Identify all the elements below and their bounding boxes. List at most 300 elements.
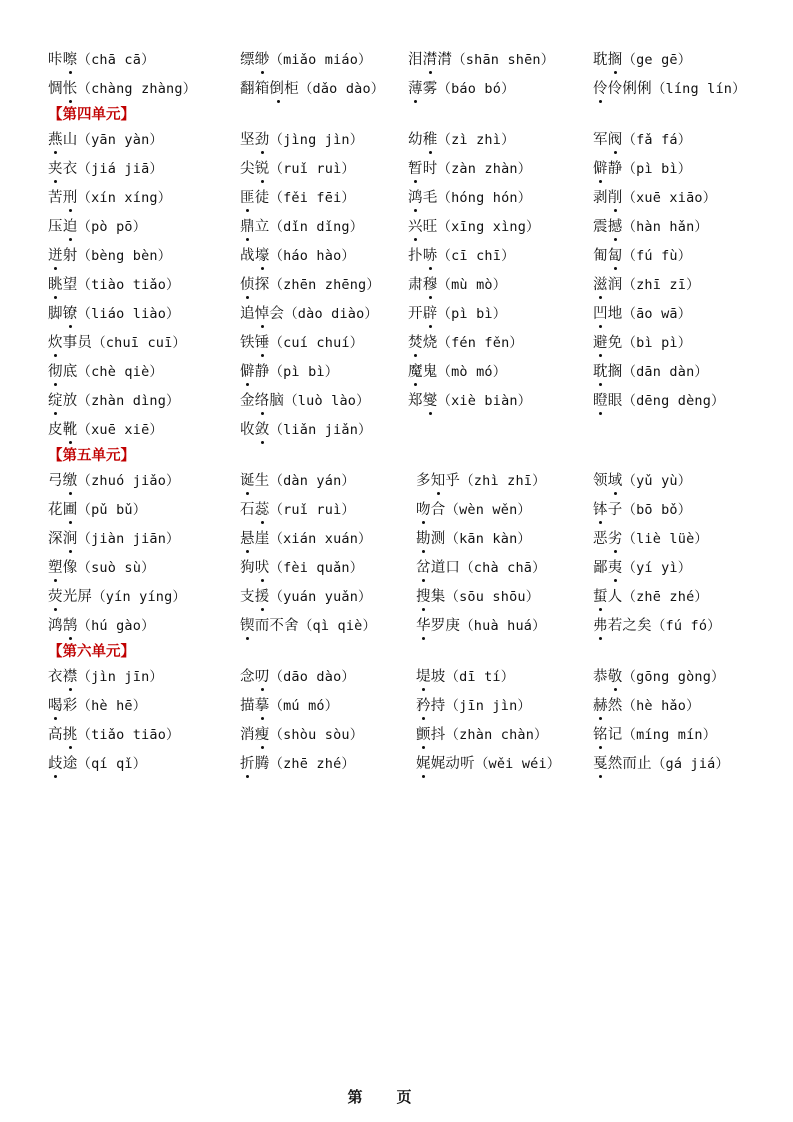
emphasis-dot-mark: [599, 412, 602, 415]
vocab-entry: [48, 387, 180, 416]
vocab-entry: [593, 721, 716, 750]
vocab-word: 耽搁: [593, 52, 623, 68]
emphasis-dot-mark: [69, 441, 72, 444]
vocab-entry: [240, 663, 355, 692]
vocab-word: 僻静: [240, 364, 270, 380]
vocab-word: 金络脑: [240, 393, 285, 409]
vocab-entry: [408, 126, 515, 155]
vocab-entry: [48, 416, 163, 445]
vocab-entry: [240, 300, 378, 329]
vocab-pinyin: （chà chā）: [460, 560, 546, 576]
vocab-entry: [416, 692, 531, 721]
vocab-word: 念叨: [240, 669, 270, 685]
vocab-row: [0, 583, 793, 612]
vocab-word: 泪潸潸: [408, 52, 453, 68]
vocab-word: 追悼会: [240, 306, 285, 322]
vocab-entry: [48, 692, 146, 721]
vocab-word: 绽放: [48, 393, 78, 409]
emphasis-dot-mark: [422, 775, 425, 778]
emphasis-dot-mark: [599, 325, 602, 328]
vocab-pinyin: （tiào tiǎo）: [77, 277, 180, 293]
vocab-word: 滋润: [593, 277, 623, 293]
vocab-pinyin: （dān dàn）: [622, 364, 709, 380]
vocab-pinyin: （bèng bèn）: [77, 248, 172, 264]
vocab-pinyin: （fén fěn）: [437, 335, 524, 351]
vocab-word: 瞪眼: [593, 393, 623, 409]
unit-heading: 【第四单元】: [48, 107, 135, 123]
vocab-word: 华罗庚: [416, 618, 461, 634]
vocab-word: 鼎立: [240, 219, 270, 235]
emphasis-dot-mark: [69, 71, 72, 74]
vocab-pinyin: （suò sù）: [77, 560, 155, 576]
emphasis-dot-mark: [261, 608, 264, 611]
vocab-pinyin: （miǎo miáo）: [269, 52, 372, 68]
vocab-entry: [48, 46, 155, 75]
vocab-entry: [593, 583, 708, 612]
vocab-word: 衣襟: [48, 669, 78, 685]
emphasis-dot-mark: [261, 71, 264, 74]
vocab-entry: [593, 358, 708, 387]
vocab-word: 兴旺: [408, 219, 438, 235]
vocab-word: 缥缈: [240, 52, 270, 68]
emphasis-dot-mark: [54, 412, 57, 415]
emphasis-dot-mark: [429, 267, 432, 270]
vocab-pinyin: （ge gē）: [622, 52, 692, 68]
vocab-word: 矜持: [416, 698, 446, 714]
vocab-row: [0, 554, 793, 583]
vocab-pinyin: （zhī zī）: [622, 277, 700, 293]
vocab-entry: [593, 75, 746, 104]
vocab-pinyin: （mù mò）: [437, 277, 507, 293]
emphasis-dot-mark: [261, 579, 264, 582]
emphasis-dot-mark: [414, 209, 417, 212]
vocab-pinyin: （chàng zhàng）: [77, 81, 197, 97]
vocab-entry: [48, 126, 163, 155]
emphasis-dot-mark: [69, 492, 72, 495]
emphasis-dot-mark: [614, 550, 617, 553]
emphasis-dot-mark: [422, 688, 425, 691]
vocab-row: [0, 416, 793, 445]
emphasis-dot-mark: [69, 637, 72, 640]
vocab-entry: [408, 46, 554, 75]
vocab-pinyin: （ruǐ ruì）: [269, 161, 356, 177]
vocab-pinyin: （xīng xìng）: [437, 219, 540, 235]
vocab-word: 夹衣: [48, 161, 78, 177]
vocab-entry: [408, 300, 506, 329]
emphasis-dot-mark: [54, 354, 57, 357]
emphasis-dot-mark: [599, 637, 602, 640]
vocab-entry: [240, 126, 363, 155]
vocab-word: 恭敬: [593, 669, 623, 685]
vocab-word: 铭记: [593, 727, 623, 743]
emphasis-dot-mark: [54, 608, 57, 611]
vocab-word: 肃穆: [408, 277, 438, 293]
vocab-entry: [593, 692, 700, 721]
vocab-pinyin: （báo bó）: [437, 81, 515, 97]
vocab-pinyin: （ruǐ ruì）: [269, 502, 356, 518]
vocab-entry: [593, 554, 691, 583]
emphasis-dot-mark: [599, 746, 602, 749]
vocab-pinyin: （yín yíng）: [92, 589, 187, 605]
emphasis-dot-mark: [277, 100, 280, 103]
emphasis-dot-mark: [261, 688, 264, 691]
vocab-pinyin: （fěi fēi）: [269, 190, 356, 206]
vocab-entry: [48, 155, 163, 184]
vocab-entry: [416, 721, 548, 750]
vocab-entry: [593, 467, 691, 496]
vocab-word: 勘测: [416, 531, 446, 547]
vocab-word: 塑像: [48, 560, 78, 576]
emphasis-dot-mark: [261, 180, 264, 183]
vocab-entry: [48, 75, 196, 104]
vocab-word: 匍匐: [593, 248, 623, 264]
vocab-entry: [240, 750, 355, 779]
vocab-entry: [240, 358, 338, 387]
vocab-word: 眺望: [48, 277, 78, 293]
emphasis-dot-mark: [429, 412, 432, 415]
vocab-row: [0, 663, 793, 692]
vocab-pinyin: （shòu sòu）: [269, 727, 364, 743]
vocab-pinyin: （dàn yán）: [269, 473, 356, 489]
emphasis-dot-mark: [614, 209, 617, 212]
vocab-pinyin: （mò mó）: [437, 364, 507, 380]
vocab-word: 彻底: [48, 364, 78, 380]
vocab-pinyin: （zhē zhé）: [622, 589, 709, 605]
vocab-word: 锲而不舍: [240, 618, 299, 634]
vocab-pinyin: （fǎ fá）: [622, 132, 692, 148]
vocab-entry: [240, 612, 376, 641]
vocab-row: [0, 75, 793, 104]
vocab-entry: [48, 242, 171, 271]
emphasis-dot-mark: [69, 521, 72, 524]
emphasis-dot-mark: [414, 180, 417, 183]
vocab-word: 匪徒: [240, 190, 270, 206]
vocab-entry: [48, 358, 163, 387]
emphasis-dot-mark: [261, 717, 264, 720]
vocab-pinyin: （gá jiá）: [651, 756, 730, 772]
vocab-word: 恶劣: [593, 531, 623, 547]
vocab-row: [0, 242, 793, 271]
vocab-pinyin: （zì zhì）: [437, 132, 515, 148]
emphasis-dot-mark: [261, 267, 264, 270]
vocab-pinyin: （hàn hǎn）: [622, 219, 709, 235]
emphasis-dot-mark: [69, 100, 72, 103]
emphasis-dot-mark: [614, 151, 617, 154]
vocab-entry: [240, 583, 372, 612]
vocab-pinyin: （bì pì）: [622, 335, 692, 351]
vocab-word: 诞生: [240, 473, 270, 489]
emphasis-dot-mark: [429, 151, 432, 154]
vocab-row: [0, 467, 793, 496]
vocab-word: 避免: [593, 335, 623, 351]
vocab-word: 花圃: [48, 502, 78, 518]
emphasis-dot-mark: [261, 151, 264, 154]
emphasis-dot-mark: [246, 296, 249, 299]
vocab-word: 皮靴: [48, 422, 78, 438]
emphasis-dot-mark: [414, 354, 417, 357]
vocab-pinyin: （tiǎo tiāo）: [77, 727, 180, 743]
vocab-row: [0, 358, 793, 387]
vocab-pinyin: （dào diào）: [284, 306, 379, 322]
vocab-word: 战壕: [240, 248, 270, 264]
vocab-pinyin: （dǐn dǐng）: [269, 219, 364, 235]
emphasis-dot-mark: [246, 637, 249, 640]
emphasis-dot-mark: [422, 579, 425, 582]
vocab-entry: [48, 329, 186, 358]
emphasis-dot-mark: [246, 775, 249, 778]
vocab-entry: [48, 184, 171, 213]
vocab-word: 鸿毛: [408, 190, 438, 206]
vocab-word: 翻箱倒柜: [240, 81, 299, 97]
vocab-entry: [408, 155, 531, 184]
vocab-word: 歧途: [48, 756, 78, 772]
vocab-entry: [416, 467, 546, 496]
vocab-pinyin: （yuán yuǎn）: [269, 589, 372, 605]
vocab-entry: [48, 213, 146, 242]
emphasis-dot-mark: [599, 100, 602, 103]
vocab-pinyin: （pǔ bǔ）: [77, 502, 147, 518]
vocab-pinyin: （dēng dèng）: [622, 393, 725, 409]
vocab-pinyin: （jìn jīn）: [77, 669, 164, 685]
vocab-word: 凹地: [593, 306, 623, 322]
vocab-pinyin: （pì bì）: [437, 306, 507, 322]
emphasis-dot-mark: [599, 383, 602, 386]
vocab-pinyin: （chè qiè）: [77, 364, 164, 380]
vocab-word: 迸射: [48, 248, 78, 264]
vocab-pinyin: （chuī cuī）: [92, 335, 187, 351]
vocab-entry: [408, 271, 506, 300]
emphasis-dot-mark: [69, 325, 72, 328]
vocab-entry: [416, 525, 531, 554]
emphasis-dot-mark: [599, 354, 602, 357]
emphasis-dot-mark: [422, 637, 425, 640]
vocab-row: [0, 46, 793, 75]
vocab-word: 魔鬼: [408, 364, 438, 380]
emphasis-dot-mark: [599, 180, 602, 183]
emphasis-dot-mark: [54, 383, 57, 386]
vocab-entry: [593, 184, 716, 213]
vocab-pinyin: （yān yàn）: [77, 132, 164, 148]
emphasis-dot-mark: [261, 354, 264, 357]
emphasis-dot-mark: [261, 521, 264, 524]
emphasis-dot-mark: [614, 267, 617, 270]
vocab-entry: [416, 750, 561, 779]
vocab-entry: [240, 184, 355, 213]
vocab-row: [0, 721, 793, 750]
emphasis-dot-mark: [599, 775, 602, 778]
vocab-pinyin: （zhàn chàn）: [445, 727, 548, 743]
vocab-row: [0, 387, 793, 416]
emphasis-dot-mark: [429, 71, 432, 74]
vocab-word: 压迫: [48, 219, 78, 235]
vocab-entry: [240, 329, 363, 358]
emphasis-dot-mark: [54, 579, 57, 582]
emphasis-dot-mark: [69, 550, 72, 553]
emphasis-dot-mark: [54, 296, 57, 299]
emphasis-dot-mark: [246, 492, 249, 495]
vocab-word: 狗吠: [240, 560, 270, 576]
emphasis-dot-mark: [414, 383, 417, 386]
vocab-pinyin: （huà huá）: [460, 618, 546, 634]
vocab-word: 石蕊: [240, 502, 270, 518]
vocab-word: 钵子: [593, 502, 623, 518]
vocab-word: 支援: [240, 589, 270, 605]
vocab-entry: [240, 46, 372, 75]
emphasis-dot-mark: [54, 180, 57, 183]
vocab-word: 描摹: [240, 698, 270, 714]
vocab-entry: [593, 46, 691, 75]
vocab-pinyin: （xuē xiāo）: [622, 190, 717, 206]
vocab-word: 鄙夷: [593, 560, 623, 576]
vocab-pinyin: （fèi quǎn）: [269, 560, 364, 576]
vocab-pinyin: （zàn zhàn）: [437, 161, 532, 177]
vocab-entry: [408, 387, 531, 416]
emphasis-dot-mark: [261, 412, 264, 415]
vocab-pinyin: （qì qiè）: [298, 618, 377, 634]
emphasis-dot-mark: [54, 717, 57, 720]
vocab-entry: [48, 612, 155, 641]
vocab-pinyin: （fú fó）: [651, 618, 721, 634]
emphasis-dot-mark: [414, 100, 417, 103]
vocab-word: 领域: [593, 473, 623, 489]
vocab-pinyin: （dī tí）: [445, 669, 515, 685]
vocab-pinyin: （hú gào）: [77, 618, 155, 634]
vocab-entry: [48, 554, 155, 583]
emphasis-dot-mark: [429, 325, 432, 328]
vocab-pinyin: （liè lüè）: [622, 531, 709, 547]
vocab-word: 脚镣: [48, 306, 78, 322]
vocab-pinyin: （kān kàn）: [445, 531, 532, 547]
vocab-row: [0, 496, 793, 525]
vocab-word: 僻静: [593, 161, 623, 177]
vocab-row: [0, 612, 793, 641]
emphasis-dot-mark: [69, 688, 72, 691]
vocab-entry: [593, 663, 725, 692]
vocab-pinyin: （liǎn jiǎn）: [269, 422, 372, 438]
vocab-entry: [48, 663, 163, 692]
vocab-word: 暂时: [408, 161, 438, 177]
emphasis-dot-mark: [614, 579, 617, 582]
emphasis-dot-mark: [414, 238, 417, 241]
emphasis-dot-mark: [54, 775, 57, 778]
vocab-word: 折腾: [240, 756, 270, 772]
vocab-word: 娓娓动听: [416, 756, 475, 772]
vocab-word: 蜇人: [593, 589, 623, 605]
vocab-pinyin: （xuē xiē）: [77, 422, 164, 438]
vocab-row: [0, 692, 793, 721]
vocab-pinyin: （pì bì）: [269, 364, 339, 380]
vocab-pinyin: （zhàn dìng）: [77, 393, 180, 409]
vocab-row: [0, 271, 793, 300]
vocab-pinyin: （xiè biàn）: [437, 393, 532, 409]
vocab-entry: [408, 213, 540, 242]
vocab-entry: [408, 242, 515, 271]
vocab-entry: [593, 750, 729, 779]
emphasis-dot-mark: [599, 608, 602, 611]
vocab-pinyin: （āo wā）: [622, 306, 692, 322]
vocab-word: 收敛: [240, 422, 270, 438]
vocab-word: 岔道口: [416, 560, 461, 576]
emphasis-dot-mark: [246, 238, 249, 241]
vocab-pinyin: （pò pō）: [77, 219, 147, 235]
emphasis-dot-mark: [422, 521, 425, 524]
vocab-word: 铁锤: [240, 335, 270, 351]
vocab-entry: [240, 721, 363, 750]
vocab-pinyin: （jiàn jiān）: [77, 531, 180, 547]
vocab-word: 郑燮: [408, 393, 438, 409]
vocab-entry: [48, 271, 180, 300]
vocab-word: 悬崖: [240, 531, 270, 547]
emphasis-dot-mark: [437, 492, 440, 495]
vocab-row: [0, 184, 793, 213]
emphasis-dot-mark: [422, 550, 425, 553]
vocab-row: [0, 155, 793, 184]
vocab-entry: [416, 583, 539, 612]
emphasis-dot-mark: [261, 325, 264, 328]
vocab-word: 鸿鹄: [48, 618, 78, 634]
emphasis-dot-mark: [614, 71, 617, 74]
vocab-entry: [240, 692, 338, 721]
emphasis-dot-mark: [69, 746, 72, 749]
vocab-word: 耽搁: [593, 364, 623, 380]
vocab-entry: [240, 213, 363, 242]
vocab-pinyin: （hóng hón）: [437, 190, 532, 206]
vocab-pinyin: （dāo dào）: [269, 669, 356, 685]
vocab-entry: [240, 525, 372, 554]
vocab-pinyin: （hè hē）: [77, 698, 147, 714]
vocab-row: [0, 750, 793, 779]
emphasis-dot-mark: [54, 151, 57, 154]
vocab-entry: [593, 525, 708, 554]
vocab-entry: [240, 271, 380, 300]
emphasis-dot-mark: [422, 608, 425, 611]
vocab-pinyin: （pì bì）: [622, 161, 692, 177]
vocab-row: [0, 525, 793, 554]
vocab-word: 侦探: [240, 277, 270, 293]
vocab-pinyin: （dǎo dào）: [298, 81, 385, 97]
vocab-entry: [416, 496, 531, 525]
vocab-entry: [48, 525, 180, 554]
vocab-entry: [593, 329, 691, 358]
emphasis-dot-mark: [69, 238, 72, 241]
vocab-entry: [593, 271, 700, 300]
vocab-entry: [416, 554, 546, 583]
unit-heading: 【第六单元】: [48, 644, 135, 660]
vocab-entry: [48, 300, 180, 329]
vocab-word: 燕山: [48, 132, 78, 148]
emphasis-dot-mark: [429, 296, 432, 299]
vocab-pinyin: （zhē zhé）: [269, 756, 356, 772]
vocab-pinyin: （jīn jìn）: [445, 698, 532, 714]
vocab-row: [0, 329, 793, 358]
vocab-row: [0, 213, 793, 242]
emphasis-dot-mark: [614, 238, 617, 241]
vocab-word: 幼稚: [408, 132, 438, 148]
vocab-pinyin: （luò lào）: [284, 393, 370, 409]
vocab-pinyin: （qí qǐ）: [77, 756, 147, 772]
vocab-word: 军阀: [593, 132, 623, 148]
vocab-word: 震撼: [593, 219, 623, 235]
vocab-word: 多知乎: [416, 473, 461, 489]
vocab-entry: [48, 496, 146, 525]
vocab-pinyin: （mú mó）: [269, 698, 339, 714]
vocab-word: 苦刑: [48, 190, 78, 206]
vocab-entry: [593, 300, 691, 329]
vocab-entry: [593, 126, 691, 155]
vocab-pinyin: （zhēn zhēng）: [269, 277, 381, 293]
vocab-pinyin: （xín xíng）: [77, 190, 172, 206]
vocab-pinyin: （sōu shōu）: [445, 589, 540, 605]
